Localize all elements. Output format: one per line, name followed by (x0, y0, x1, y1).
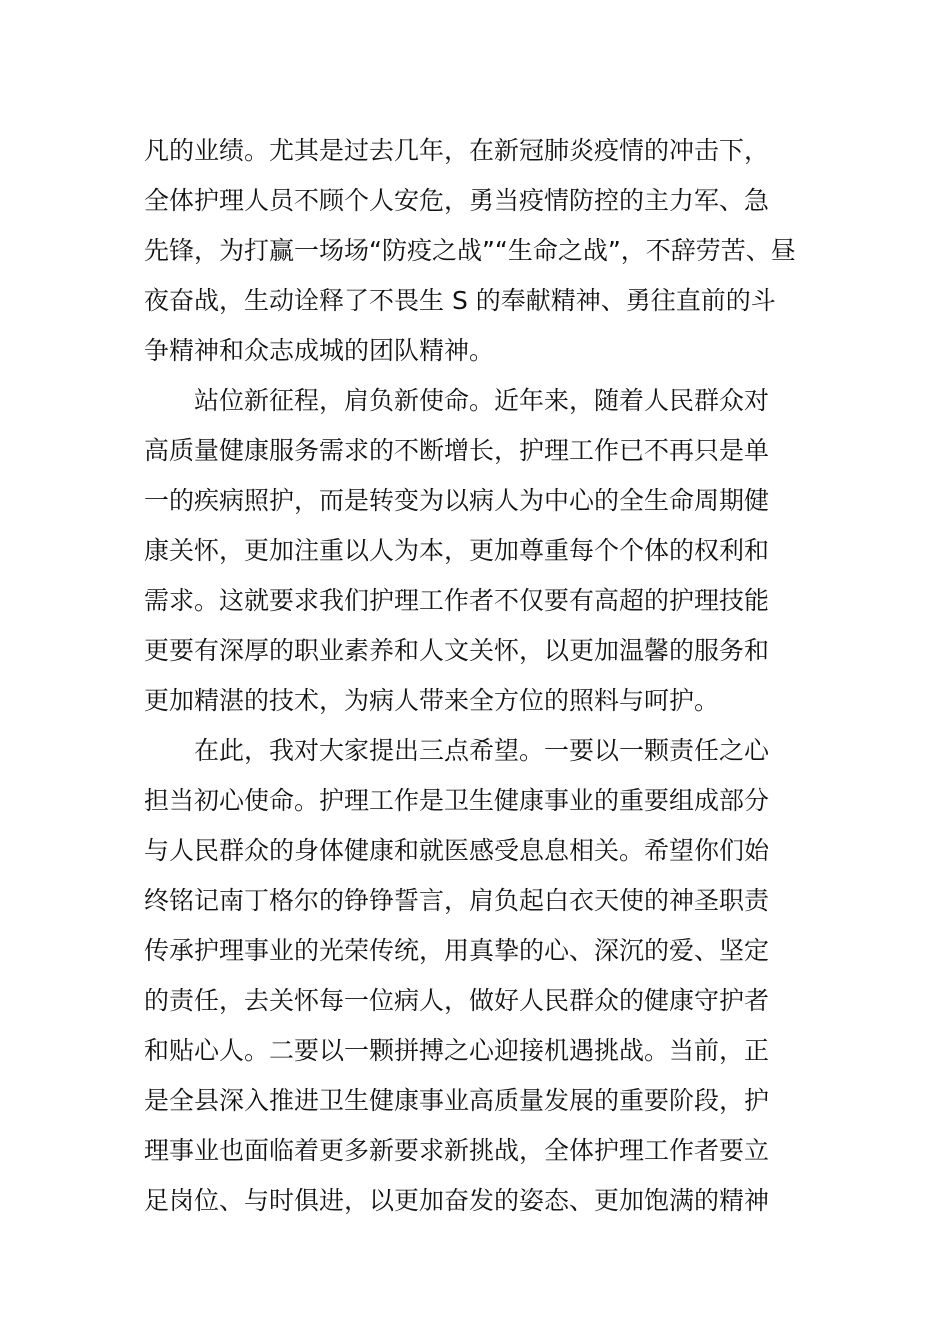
text-line: 足岗位、与时俱进，以更加奋发的姿态、更加饱满的精神 (144, 1186, 770, 1215)
text-line: 更要有深厚的职业素养和人文关怀，以更加温馨的服务和 (144, 636, 770, 665)
text-line: 一的疾病照护，而是转变为以病人为中心的全生命周期健 (144, 486, 770, 515)
text-line: 传承护理事业的光荣传统，用真挚的心、深沉的爱、坚定 (144, 936, 770, 965)
text-line: 康关怀，更加注重以人为本，更加尊重每个个体的权利和 (144, 536, 770, 565)
text-line: 高质量健康服务需求的不断增长，护理工作已不再只是单 (144, 436, 770, 465)
text-line: 先锋，为打赢一场场“防疫之战”“生命之战”，不辞劳苦、昼 (144, 236, 796, 265)
text-line: 凡的业绩。尤其是过去几年，在新冠肺炎疫情的冲击下， (144, 136, 770, 165)
text-line: 争精神和众志成城的团队精神。 (144, 336, 495, 365)
text-line: 更加精湛的技术，为病人带来全方位的照料与呵护。 (144, 686, 720, 715)
text-line: 是全县深入推进卫生健康事业高质量发展的重要阶段，护 (144, 1086, 770, 1115)
text-line: 夜奋战，生动诠释了不畏生 S 的奉献精神、勇往直前的斗 (144, 286, 776, 315)
text-line: 和贴心人。二要以一颗拼搏之心迎接机遇挑战。当前，正 (144, 1036, 770, 1065)
text-line: 终铭记南丁格尔的铮铮誓言，肩负起白衣天使的神圣职责 (144, 886, 770, 915)
text-line: 的责任，去关怀每一位病人，做好人民群众的健康守护者 (144, 986, 770, 1015)
paragraph-first-line: 站位新征程，肩负新使命。近年来，随着人民群众对 (194, 386, 770, 415)
text-line: 需求。这就要求我们护理工作者不仅要有高超的护理技能 (144, 586, 770, 615)
text-line: 与人民群众的身体健康和就医感受息息相关。希望你们始 (144, 836, 770, 865)
text-line: 全体护理人员不顾个人安危，勇当疫情防控的主力军、急 (144, 186, 770, 215)
text-line: 理事业也面临着更多新要求新挑战，全体护理工作者要立 (144, 1136, 770, 1165)
text-line: 担当初心使命。护理工作是卫生健康事业的重要组成部分 (144, 786, 770, 815)
paragraph-first-line: 在此，我对大家提出三点希望。一要以一颗责任之心 (194, 736, 770, 765)
